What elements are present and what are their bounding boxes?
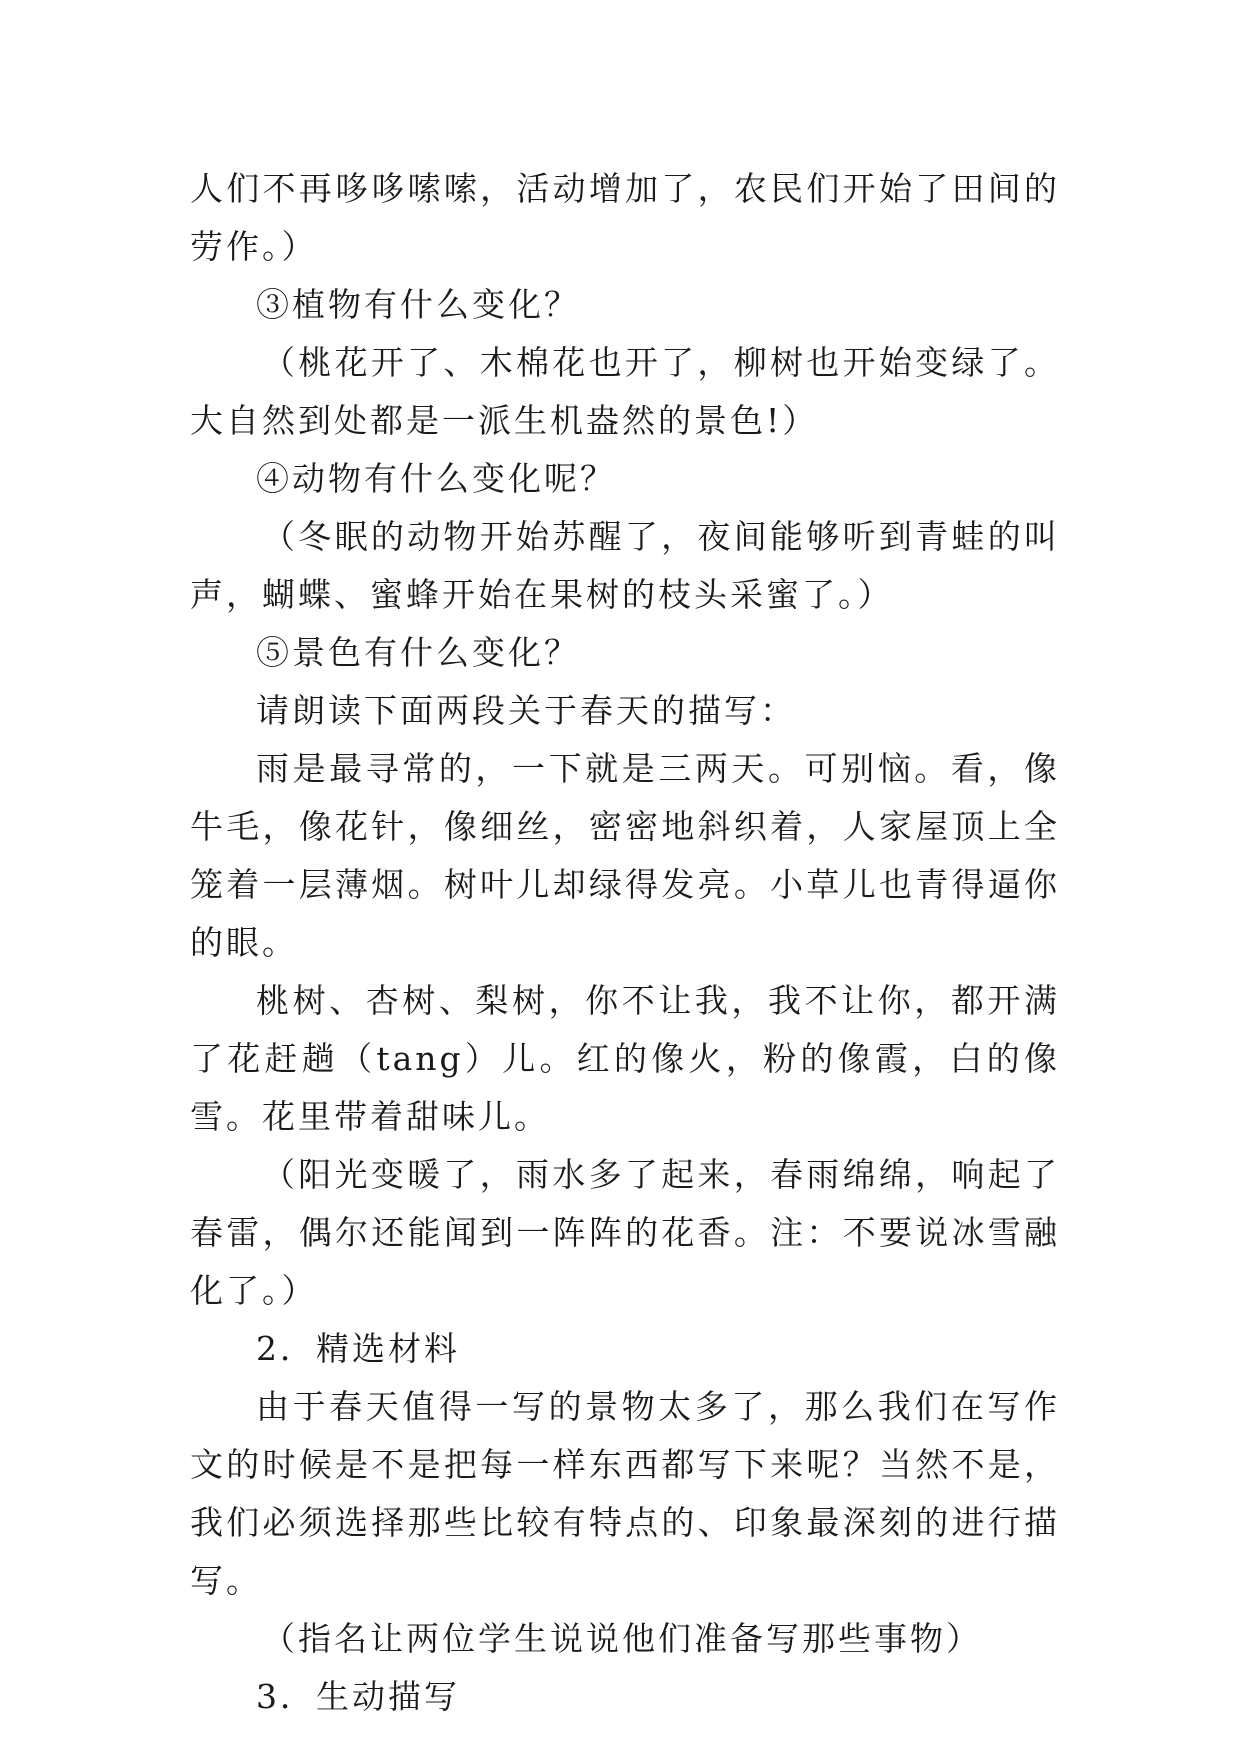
spring-flowers-passage: 桃树、杏树、梨树，你不让我，我不让你，都开满了花赶趟（tang）儿。红的像火，粉的像霞，白的像雪。花里带着甜味儿。	[190, 981, 1060, 1136]
answer-4-animals: （冬眠的动物开始苏醒了，夜间能够听到青蛙的叫声，蝴蝶、蜜蜂开始在果树的枝头采蜜了。）	[190, 517, 1060, 614]
section-heading-3: 3．生动描写	[256, 1677, 460, 1716]
spring-rain-passage: 雨是最寻常的，一下就是三两天。可别恼。看，像牛毛，像花针，像细丝，密密地斜织着，人家屋顶上全笼着一层薄烟。树叶儿却绿得发亮。小草儿也青得逼你的眼。	[190, 749, 1060, 962]
answer-3-plants: （桃花开了、木棉花也开了，柳树也开始变绿了。大自然到处都是一派生机盎然的景色!）	[190, 343, 1060, 440]
question-3-plants: ③植物有什么变化？	[256, 285, 580, 324]
paragraph-1: 人们不再哆哆嗦嗦，活动增加了，农民们开始了田间的劳作。）	[190, 169, 1060, 266]
material-selection-paragraph: 由于春天值得一写的景物太多了，那么我们在写作文的时候是不是把每一样东西都写下来呢？当然不是，我们必须选择那些比较有特点的、印象最深刻的进行描写。	[190, 1387, 1060, 1600]
reading-instruction: 请朗读下面两段关于春天的描写：	[256, 691, 796, 730]
question-5-scenery: ⑤景色有什么变化？	[256, 633, 580, 672]
question-4-animals: ④动物有什么变化呢？	[256, 459, 616, 498]
answer-5-scenery: （阳光变暖了，雨水多了起来，春雨绵绵，响起了春雷，偶尔还能闻到一阵阵的花香。注：不要说冰雪融化了。）	[190, 1155, 1060, 1310]
section-heading-2: 2．精选材料	[256, 1329, 460, 1368]
student-activity-note: （指名让两位学生说说他们准备写那些事物）	[262, 1619, 982, 1658]
document-body	[190, 160, 1060, 1726]
